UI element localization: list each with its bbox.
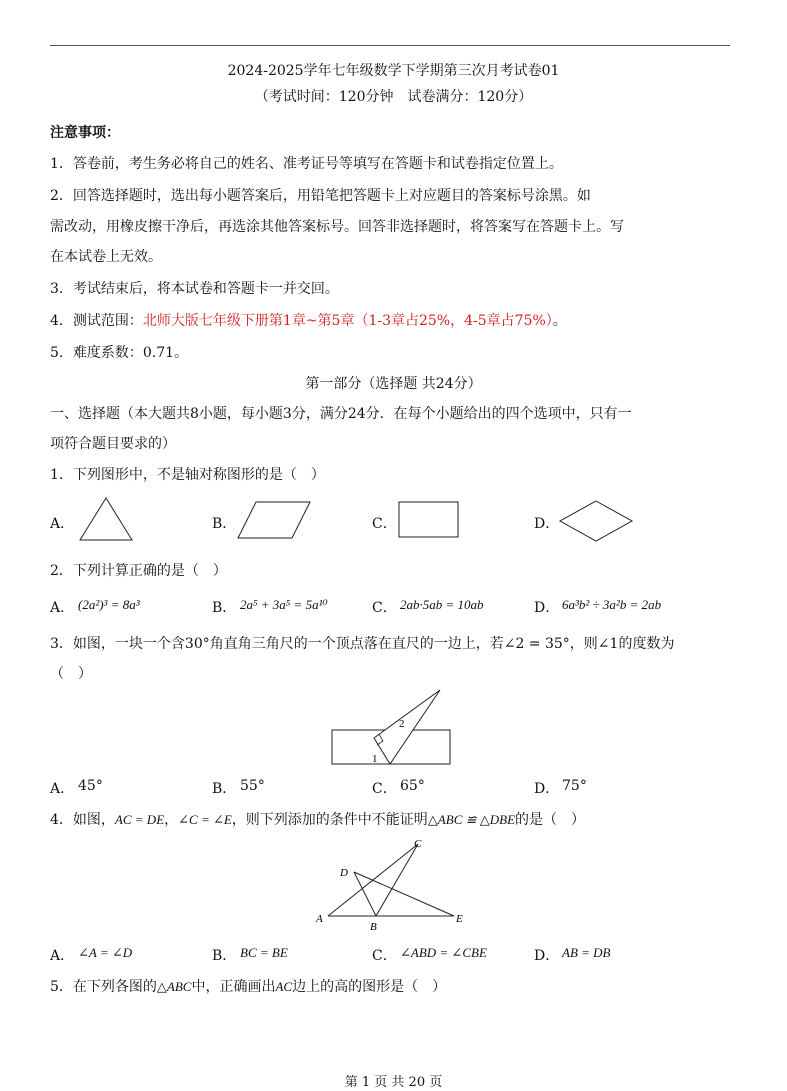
q4-option-c: ∠ABD = ∠CBE — [400, 945, 487, 960]
q2-stem: 2．下列计算正确的是（ ） — [50, 563, 227, 579]
q1-figure-rectangle — [398, 501, 460, 539]
q4-label-b: B． — [212, 948, 237, 964]
q1-label-a: A． — [50, 516, 75, 532]
q4-label-a: A． — [50, 948, 75, 964]
notice-item-4-prefix: 4．测试范围： — [50, 313, 143, 329]
notice-item-2-line-3: 在本试卷上无效。 — [50, 249, 162, 265]
q2-label-d: D． — [534, 600, 560, 616]
q1-label-d: D． — [534, 516, 560, 532]
q2-option-b: 2a⁵ + 3a⁵ = 5a¹⁰ — [240, 597, 328, 612]
point-a-label: A — [316, 913, 323, 925]
notice-item-4-suffix: 。 — [552, 313, 567, 329]
q3-option-a: 45° — [78, 778, 103, 794]
q3-stem-line-2: （ ） — [50, 666, 92, 682]
q1-label-c: C． — [372, 516, 397, 532]
q3-label-c: C． — [372, 781, 397, 797]
header-rule — [50, 45, 730, 46]
q5-side: AC — [275, 979, 293, 994]
q3-label-b: B． — [212, 781, 237, 797]
angle-2-label: 2 — [399, 718, 405, 730]
exam-subtitle: （考试时间：120分钟 试卷满分：120分） — [254, 89, 533, 105]
q4-cond-1: AC = DE — [114, 812, 165, 827]
q2-label-a: A． — [50, 600, 75, 616]
q3-stem-line-1: 3．如图，一块一个含30°角直角三角尺的一个顶点落在直尺的一边上，若∠2 = 35°，则∠1的度数为 — [50, 636, 675, 652]
point-c-label: C — [414, 838, 422, 850]
q2-label-b: B． — [212, 600, 237, 616]
q2-label-c: C． — [372, 600, 397, 616]
q2-option-d: 6a³b² ÷ 3a²b = 2ab — [562, 597, 662, 612]
q5-stem — [50, 976, 446, 996]
q4-congruence: △ABC ≌ △DBE — [427, 812, 516, 827]
q2-option-c: 2ab·5ab = 10ab — [400, 597, 484, 612]
q3-option-d: 75° — [562, 778, 587, 794]
q3-figure-ruler-triangle — [330, 688, 454, 768]
exam-title: 2024-2025学年七年级数学下学期第三次月考试卷01 — [227, 63, 560, 79]
notice-item-5: 5．难度系数：0.71。 — [50, 345, 189, 361]
angle-1-label: 1 — [372, 753, 378, 765]
notice-item-3: 3．考试结束后，将本试卷和答题卡一并交回。 — [50, 281, 339, 297]
q4-option-a: ∠A = ∠D — [78, 945, 133, 960]
q3-option-b: 55° — [240, 778, 265, 794]
q1-figure-rhombus — [558, 499, 634, 543]
point-d-label: D — [340, 867, 348, 879]
q1-label-b: B． — [212, 516, 237, 532]
q4-label-d: D． — [534, 948, 560, 964]
page-footer: 第 1 页 共 20 页 — [344, 1075, 443, 1090]
q3-label-d: D． — [534, 781, 560, 797]
point-b-label: B — [370, 921, 377, 933]
q1-figure-triangle — [78, 496, 134, 542]
notice-item-2-line-1: 2．回答选择题时，选出每小题答案后，用铅笔把答题卡上对应题目的答案标号涂黑。如 — [50, 188, 591, 204]
q4-sep: ， — [164, 812, 179, 828]
q5-triangle: △ABC — [156, 979, 192, 994]
q4-option-d: AB = DB — [562, 945, 611, 960]
point-e-label: E — [456, 913, 463, 925]
notice-item-1: 1．答卷前，考生务必将自己的姓名、准考证号等填写在答题卡和试卷指定位置上。 — [50, 156, 563, 172]
notice-item-4 — [50, 310, 567, 330]
q3-option-c: 65° — [400, 778, 425, 794]
section1-line-1: 一、选择题（本大题共8小题，每小题3分，满分24分．在每个小题给出的四个选项中，只有一 — [50, 406, 632, 422]
q5-stem-suffix: 边上的高的图形是（ ） — [292, 979, 447, 995]
test-scope: 北师大版七年级下册第1章~第5章（1-3章占25%，4-5章占75%） — [142, 313, 553, 329]
q4-stem-prefix: 4．如图， — [50, 812, 115, 828]
q4-label-c: C． — [372, 948, 397, 964]
q4-figure-triangles — [314, 836, 470, 932]
notice-item-2-line-2: 需改动，用橡皮擦干净后，再选涂其他答案标号。回答非选择题时，将答案写在答题卡上。写 — [50, 219, 624, 235]
q2-option-a: (2a²)³ = 8a³ — [78, 597, 140, 612]
q5-stem-mid: 中，正确画出 — [191, 979, 276, 995]
q5-stem-prefix: 5．在下列各图的 — [50, 979, 157, 995]
q4-option-b: BC = BE — [240, 945, 288, 960]
q4-stem — [50, 809, 585, 829]
q1-stem: 1．下列图形中，不是轴对称图形的是（ ） — [50, 467, 325, 483]
q3-label-a: A． — [50, 781, 75, 797]
section1-line-2: 项符合题目要求的） — [50, 436, 176, 452]
q4-cond-2: ∠C = ∠E — [178, 812, 232, 827]
part1-title: 第一部分（选择题 共24分） — [305, 376, 482, 392]
q4-stem-mid: ，则下列添加的条件中不能证明 — [231, 812, 428, 828]
notice-heading: 注意事项： — [50, 125, 120, 141]
set-square — [374, 690, 440, 764]
q1-figure-parallelogram — [236, 500, 312, 540]
q4-stem-suffix: 的是（ ） — [515, 812, 586, 828]
